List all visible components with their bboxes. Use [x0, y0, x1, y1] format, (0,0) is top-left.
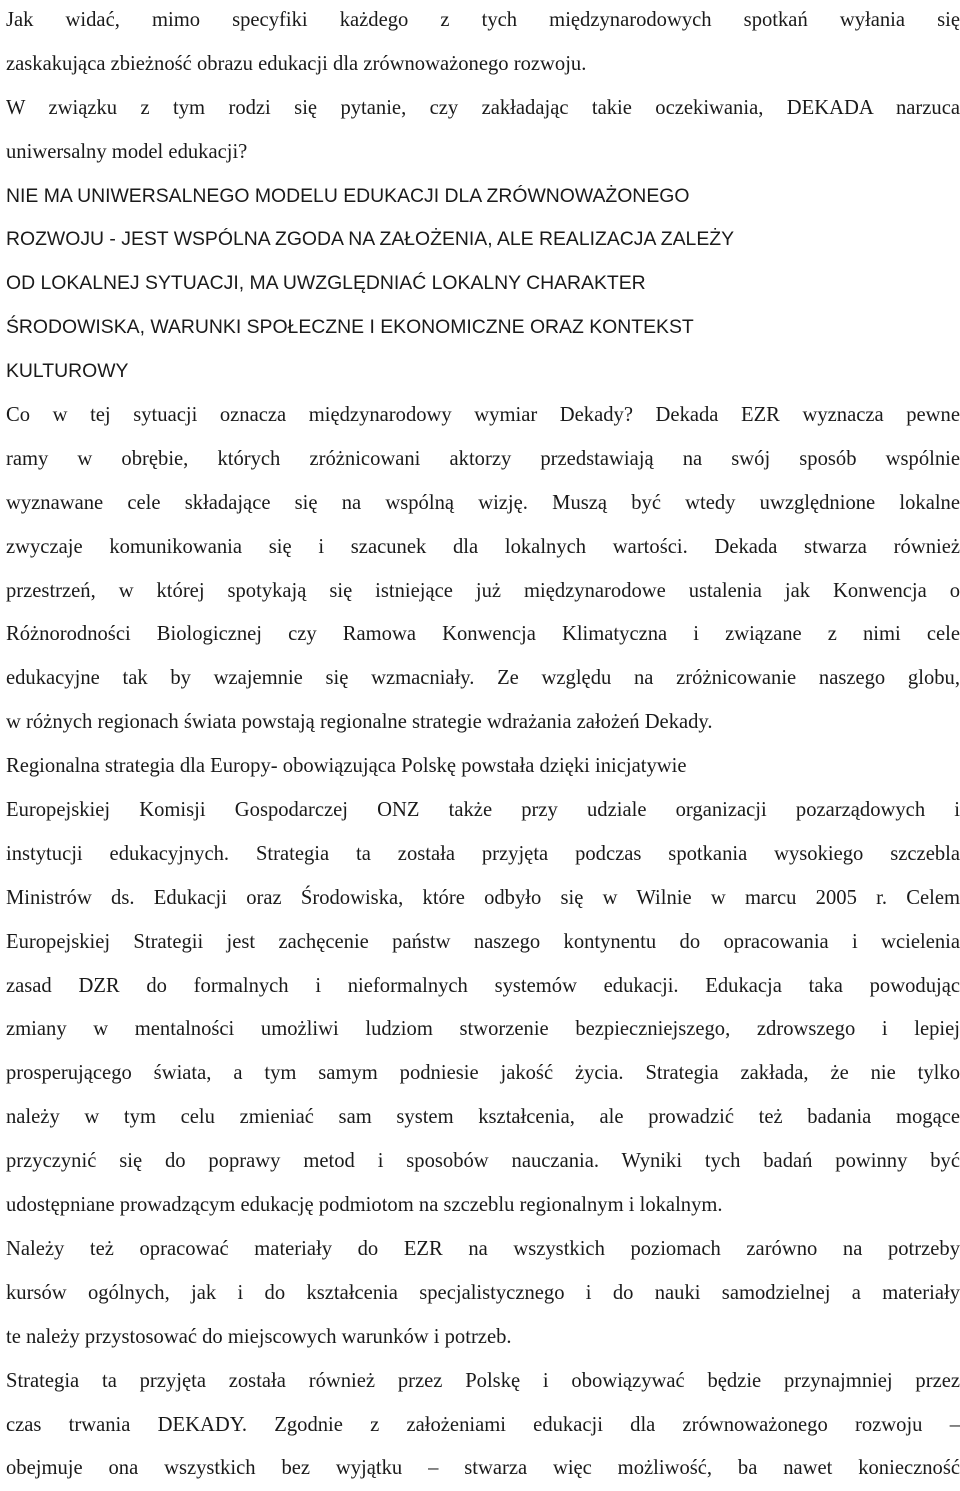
text-line: prosperującego świata, a tym samym podniesie jakość życia. Strategia zakłada, że nie tylko — [6, 1062, 960, 1085]
text-line: zmiany w mentalności umożliwi ludziom stworzenie bezpieczniejszego, zdrowszego i lepiej — [6, 1018, 960, 1041]
caps-line: NIE MA UNIWERSALNEGO MODELU EDUKACJI DLA ZRÓWNOWAŻONEGO — [6, 184, 690, 207]
document-page — [6, 0, 960, 1491]
text-line: Regionalna strategia dla Europy- obowiązująca Polskę powstała dzięki inicjatywie — [6, 755, 687, 778]
text-line: Europejskiej Komisji Gospodarczej ONZ także przy udziale organizacji pozarządowych i — [6, 799, 960, 822]
text-line: Jak widać, mimo specyfiki każdego z tych międzynarodowych spotkań wyłania się — [6, 9, 960, 31]
text-line: obejmuje ona wszystkich bez wyjątku – stwarza więc możliwość, ba nawet konieczność — [6, 1457, 960, 1480]
text-line: instytucji edukacyjnych. Strategia ta została przyjęta podczas spotkania wysokiego szczebla — [6, 842, 960, 865]
text-line: należy w tym celu zmieniać sam system kształcenia, ale prowadzić też badania mogące — [6, 1106, 960, 1129]
text-line: wyznawane cele składające się na wspólną wizję. Muszą być wtedy uwzględnione lokalne — [6, 491, 960, 514]
text-line: Co w tej sytuacji oznacza międzynarodowy wymiar Dekady? Dekada EZR wyznacza pewne — [6, 404, 960, 427]
text-line: Europejskiej Strategii jest zachęcenie państw naszego kontynentu do opracowania i wcielenia — [6, 930, 960, 953]
text-line: te należy przystosować do miejscowych warunków i potrzeb. — [6, 1325, 512, 1348]
caps-line: OD LOKALNEJ SYTUACJI, MA UWZGLĘDNIAĆ LOKALNY CHARAKTER — [6, 272, 646, 295]
text-line: edukacyjne tak by wzajemnie się wzmacniały. Ze względu na zróżnicowanie naszego globu, — [6, 667, 960, 690]
text-line: ramy w obrębie, których zróżnicowani aktorzy przedstawiają na swój sposób wspólnie — [6, 447, 960, 470]
body-paragraph — [6, 394, 960, 1360]
caps-line: KULTUROWY — [6, 360, 129, 383]
text-line: czas trwania DEKADY. Zgodnie z założeniami edukacji dla zrównoważonego rozwoju – — [6, 1413, 960, 1436]
text-line: udostępniane prowadzącym edukację podmiotom na szczeblu regionalnym i lokalnym. — [6, 1194, 723, 1217]
text-line: zaskakująca zbieżność obrazu edukacji dla zrównoważonego rozwoju. — [6, 52, 587, 75]
text-line: kursów ogólnych, jak i do kształcenia specjalistycznego i do nauki samodzielnej a materiały — [6, 1281, 960, 1304]
text-line: przestrzeń, w której spotykają się istniejące już międzynarodowe ustalenia jak Konwencja o — [6, 579, 960, 602]
caps-line: ROZWOJU - JEST WSPÓLNA ZGODA NA ZAŁOŻENIA, ALE REALIZACJA ZALEŻY — [6, 228, 735, 251]
text-line: przyczynić się do poprawy metod i sposobów nauczania. Wyniki tych badań powinny być — [6, 1150, 960, 1173]
caps-statement — [6, 175, 960, 394]
text-line: W związku z tym rodzi się pytanie, czy zakładając takie oczekiwania, DEKADA narzuca — [6, 96, 960, 119]
text-line: Ministrów ds. Edukacji oraz Środowiska, które odbyło się w Wilnie w marcu 2005 r. Celem — [6, 886, 960, 909]
text-line: zasad DZR do formalnych i nieformalnych systemów edukacji. Edukacja taka powodując — [6, 974, 960, 997]
caps-line: ŚRODOWISKA, WARUNKI SPOŁECZNE I EKONOMICZNE ORAZ KONTEKST — [6, 316, 694, 339]
text-line: Różnorodności Biologicznej czy Ramowa Konwencja Klimatyczna i związane z nimi cele — [6, 623, 960, 646]
strategy-paragraph — [6, 1360, 960, 1491]
intro-paragraph — [6, 0, 960, 175]
text-line: Należy też opracować materiały do EZR na wszystkich poziomach zarówno na potrzeby — [6, 1237, 960, 1260]
text-line: uniwersalny model edukacji? — [6, 140, 248, 163]
text-line: zwyczaje komunikowania się i szacunek dla lokalnych wartości. Dekada stwarza również — [6, 535, 960, 558]
text-line: Strategia ta przyjęta została również przez Polskę i obowiązywać będzie przynajmniej przez — [6, 1369, 960, 1392]
text-line: w różnych regionach świata powstają regionalne strategie wdrażania założeń Dekady. — [6, 711, 713, 734]
